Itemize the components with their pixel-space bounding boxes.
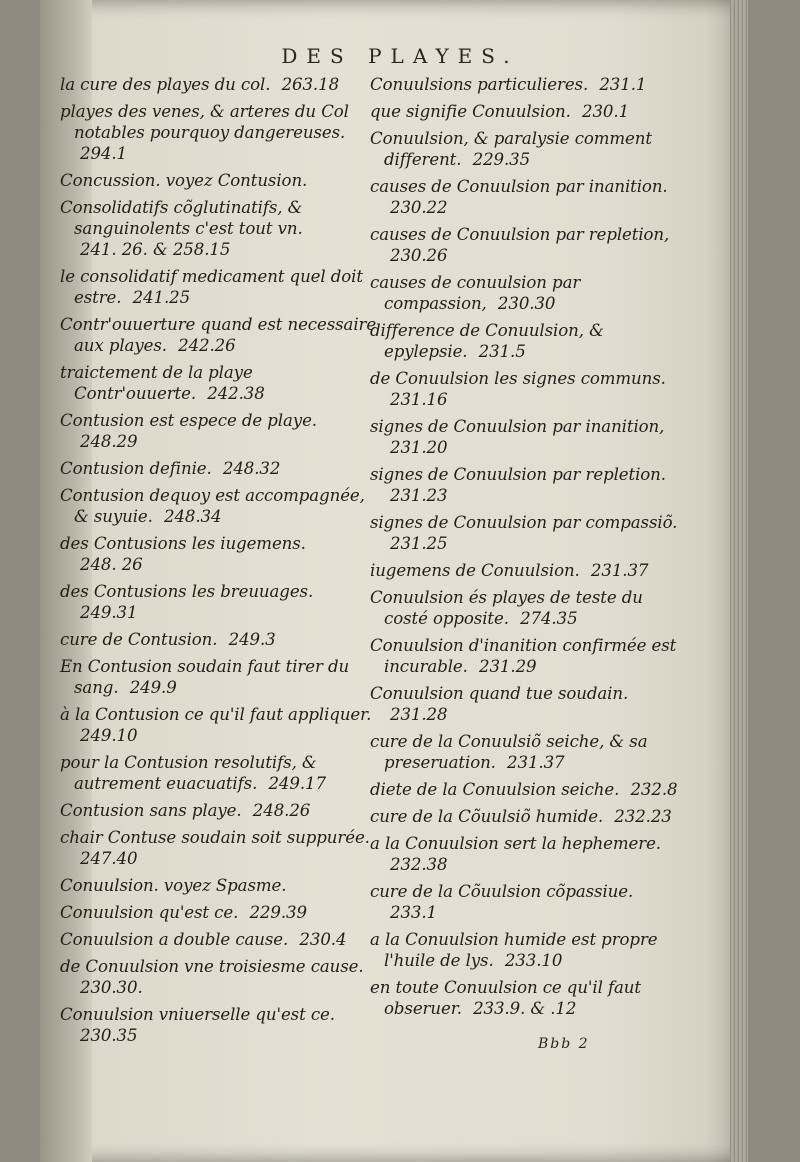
page-reference: 263.18 <box>281 75 340 94</box>
entry-text: cure de la Cõuulsiõ humide. <box>370 807 604 826</box>
entry-text: Conuulsion d'inanition confirmée est incurable. <box>370 636 677 676</box>
page-reference: 249.3 <box>228 630 276 649</box>
index-entry <box>370 881 688 923</box>
page-reference: 232.8 <box>630 780 678 799</box>
page-reference: 231.1 <box>599 75 647 94</box>
index-entry <box>60 266 378 308</box>
index-entry <box>370 635 688 677</box>
page-reference: 230.1 <box>582 102 630 121</box>
index-entry <box>370 806 688 827</box>
page-reference: 230.26 <box>390 246 448 265</box>
page-reference: 241.25 <box>132 288 191 307</box>
entry-text: Conuulsion és playes de teste du costé opposite. <box>370 588 643 628</box>
entry-text: causes de Conuulsion par inanition. <box>370 177 668 196</box>
entry-text: causes de conuulsion par compassion, <box>370 273 581 313</box>
index-entry <box>370 683 688 725</box>
page-reference: 242.26 <box>178 336 236 355</box>
signature-mark: Bbb 2 <box>538 1036 590 1052</box>
entry-text: difference de Conuulsion, & epylepsie. <box>370 321 604 361</box>
index-entry <box>60 197 378 260</box>
index-entry <box>60 485 378 527</box>
page-reference: 231.37 <box>507 753 565 772</box>
entry-text: Contr'ouuerture quand est necessaire aux playes. <box>60 315 377 355</box>
entry-text: a la Conuulsion sert la hephemere. <box>370 834 661 853</box>
index-entry <box>370 977 688 1019</box>
page-reference: 248.26 <box>252 801 311 820</box>
page-reference: 232.23 <box>614 807 672 826</box>
entry-text: Conuulsion a double cause. <box>60 930 289 949</box>
page-reference: 249.9 <box>129 678 177 697</box>
index-entry <box>60 314 378 356</box>
index-entry <box>370 101 688 122</box>
entry-text: la cure des playes du col. <box>60 75 271 94</box>
entry-text: signes de Conuulsion par compassiõ. <box>370 513 678 532</box>
entry-text: chair Contuse soudain soit suppurée. <box>60 828 370 847</box>
index-entry <box>370 74 688 95</box>
page-reference: 231.29 <box>479 657 537 676</box>
entry-text: Conuulsions particulieres. <box>370 75 589 94</box>
entry-text: causes de Conuulsion par repletion, <box>370 225 670 244</box>
index-entry <box>60 956 378 998</box>
page-reference: 242.38 <box>207 384 265 403</box>
entry-text: que signifie Conuulsion. <box>370 102 571 121</box>
page-reference: 231.28 <box>390 705 448 724</box>
page-reference: 247.40 <box>80 849 138 868</box>
page-reference: 229.35 <box>472 150 531 169</box>
index-entry <box>60 362 378 404</box>
index-column-right <box>370 74 688 1025</box>
entry-text: de Conuulsion vne troisiesme cause. <box>60 957 364 976</box>
entry-text: cure de la Conuulsiõ seiche, & sa preseruation. <box>370 732 648 772</box>
entry-text: Contusion sans playe. <box>60 801 242 820</box>
page-reference: 230.4 <box>299 930 347 949</box>
page-reference: 249.31 <box>80 603 138 622</box>
index-entry <box>60 875 378 896</box>
entry-text: le consolidatif medicament quel doit estre. <box>60 267 363 307</box>
entry-text: Concussion. voyez Contusion. <box>60 171 308 190</box>
page-reference: 230.30. <box>80 978 143 997</box>
index-entry <box>370 176 688 218</box>
index-entry <box>370 929 688 971</box>
page-reference: 232.38 <box>390 855 448 874</box>
index-entry <box>370 224 688 266</box>
entry-text: En Contusion soudain faut tirer du sang. <box>60 657 350 697</box>
index-entry <box>60 704 378 746</box>
page-reference: 231.5 <box>478 342 526 361</box>
page-edge <box>730 0 748 1162</box>
entry-text: Conuulsion vniuerselle qu'est ce. <box>60 1005 335 1024</box>
entry-text: signes de Conuulsion par inanition, <box>370 417 665 436</box>
index-entry <box>60 629 378 650</box>
entry-text: iugemens de Conuulsion. <box>370 561 580 580</box>
page-reference: 231.25 <box>390 534 448 553</box>
index-entry <box>370 512 688 554</box>
index-entry <box>370 779 688 800</box>
entry-text: playes des venes, & arteres du Col notables pourquoy dangereuses. <box>60 102 349 142</box>
entry-text: diete de la Conuulsion seiche. <box>370 780 620 799</box>
index-entry <box>370 128 688 170</box>
page-reference: 294.1 <box>80 144 128 163</box>
page-reference: 231.16 <box>390 390 448 409</box>
index-entry <box>370 560 688 581</box>
page-reference: 274.35 <box>520 609 578 628</box>
index-entry <box>370 272 688 314</box>
entry-text: Conuulsion quand tue soudain. <box>370 684 629 703</box>
entry-text: à la Contusion ce qu'il faut appliquer. <box>60 705 372 724</box>
page-reference: 233.1 <box>390 903 438 922</box>
entry-text: traictement de la playe Contr'ouuerte. <box>60 363 253 403</box>
entry-text: Contusion definie. <box>60 459 212 478</box>
entry-text: en toute Conuulsion ce qu'il faut obseruer. <box>370 978 641 1018</box>
entry-text: des Contusions les iugemens. <box>60 534 306 553</box>
index-entry <box>370 416 688 458</box>
entry-text: Contusion est espece de playe. <box>60 411 317 430</box>
page-reference: 230.30 <box>497 294 556 313</box>
page-reference: 248.32 <box>222 459 281 478</box>
page-reference: 248.34 <box>164 507 222 526</box>
page-reference: 248. 26 <box>80 555 143 574</box>
entry-text: des Contusions les breuuages. <box>60 582 314 601</box>
entry-text: Contusion dequoy est accompagnée, & suyuie. <box>60 486 365 526</box>
index-entry <box>60 101 378 164</box>
page-reference: 241. 26. & 258.15 <box>80 240 231 259</box>
index-entry <box>60 581 378 623</box>
index-entry <box>370 587 688 629</box>
entry-text: pour la Contusion resolutifs, & autrement euacuatifs. <box>60 753 317 793</box>
page-reference: 249.17 <box>268 774 326 793</box>
entry-text: Conuulsion qu'est ce. <box>60 903 239 922</box>
entry-text: Conuulsion, & paralysie comment different. <box>370 129 652 169</box>
entry-text: cure de la Cõuulsion cõpassiue. <box>370 882 634 901</box>
index-entry <box>60 410 378 452</box>
index-column-left <box>60 74 378 1052</box>
index-entry <box>370 320 688 362</box>
running-header: DES PLAYES. <box>281 44 519 68</box>
entry-text: Consolidatifs cõglutinatifs, & sanguinolents c'est tout vn. <box>60 198 303 238</box>
page-reference: 231.20 <box>390 438 448 457</box>
index-entry <box>60 656 378 698</box>
index-entry <box>60 827 378 869</box>
index-entry <box>60 458 378 479</box>
page-reference: 233.10 <box>504 951 563 970</box>
index-entry <box>60 533 378 575</box>
index-entry <box>60 170 378 191</box>
page-reference: 231.23 <box>390 486 448 505</box>
entry-text: signes de Conuulsion par repletion. <box>370 465 666 484</box>
index-entry <box>370 368 688 410</box>
index-entry <box>60 1004 378 1046</box>
page-reference: 230.35 <box>80 1026 138 1045</box>
index-entry <box>370 833 688 875</box>
page-reference: 233.9. & .12 <box>473 999 577 1018</box>
index-entry <box>60 902 378 923</box>
entry-text: Conuulsion. voyez Spasme. <box>60 876 287 895</box>
index-entry <box>370 731 688 773</box>
entry-text: a la Conuulsion humide est propre l'huile de lys. <box>370 930 658 970</box>
page-reference: 249.10 <box>80 726 138 745</box>
index-entry <box>60 74 378 95</box>
page-reference: 230.22 <box>390 198 448 217</box>
page-reference: 248.29 <box>80 432 138 451</box>
entry-text: de Conuulsion les signes communs. <box>370 369 666 388</box>
page-reference: 231.37 <box>590 561 649 580</box>
entry-text: cure de Contusion. <box>60 630 218 649</box>
index-entry <box>370 464 688 506</box>
index-entry <box>60 800 378 821</box>
page-reference: 229.39 <box>249 903 307 922</box>
index-entry <box>60 929 378 950</box>
index-entry <box>60 752 378 794</box>
